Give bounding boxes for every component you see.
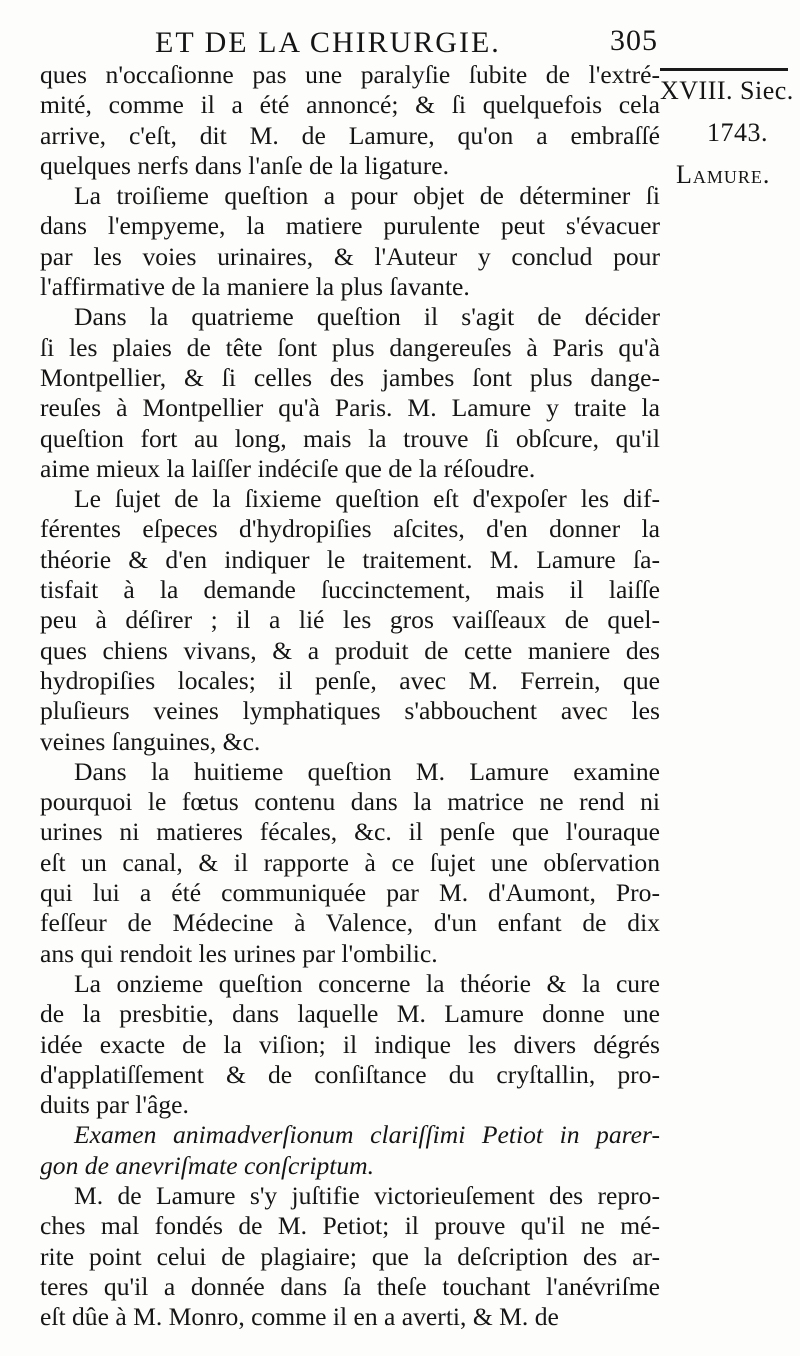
text-line: urines ni matieres fécales, &c. il penſe que l'ouraque <box>40 817 660 847</box>
text-line: tisfait à la demande ſuccinctement, mais il laiſſe <box>40 575 660 605</box>
margin-note-century: XVIII. Siec. <box>660 76 794 105</box>
text-line: Le ſujet de la ſixieme queſtion eſt d'expoſer les dif- <box>74 484 660 514</box>
text-line: duits par l'âge. <box>40 1090 189 1120</box>
running-title: ET DE LA CHIRURGIE. <box>155 26 501 59</box>
text-line: ques chiens vivans, & a produit de cette maniere des <box>40 635 660 665</box>
text-line: mité, comme il a été annoncé; & ſi quelquefois cela <box>40 90 660 120</box>
margin-rule <box>660 68 788 71</box>
text-line: pluſieurs veines lymphatiques s'abbouchent avec les <box>40 696 660 726</box>
text-line: teres qu'il a donnée dans ſa theſe touchant l'anévriſme <box>40 1271 660 1301</box>
paragraph <box>40 757 660 969</box>
text-line: Dans la quatrieme queſtion il s'agit de décider <box>74 302 660 332</box>
text-line: Examen animadverſionum clariſſimi Petiot in parer- <box>74 1120 660 1150</box>
text-line: Montpellier, & ſi celles des jambes ſont plus dange- <box>40 362 660 392</box>
text-line: qui lui a été communiquée par M. d'Aumont, Pro- <box>40 878 660 908</box>
text-line: férentes eſpeces d'hydropiſies aſcites, d'en donner la <box>40 514 660 544</box>
page-number: 305 <box>610 24 658 57</box>
text-line: reuſes à Montpellier qu'à Paris. M. Lamure y traite la <box>40 393 660 423</box>
body-text <box>40 60 660 1332</box>
text-line: quelques nerfs dans l'anſe de la ligature. <box>40 150 449 180</box>
paragraph <box>40 1181 660 1332</box>
italic-heading <box>40 1120 660 1181</box>
text-line: eſt dûe à M. Monro, comme il en a averti, & M. de <box>40 1302 559 1332</box>
margin-note-year: 1743. <box>707 118 768 147</box>
text-line: Dans la huitieme queſtion M. Lamure examine <box>74 756 660 786</box>
paragraph <box>40 181 660 302</box>
paragraph <box>40 302 660 484</box>
text-line: gon de anevriſmate conſcriptum. <box>40 1150 375 1180</box>
text-line: ſi les plaies de tête ſont plus dangereuſes à Paris qu'à <box>40 332 660 362</box>
margin-note-author: Lamure. <box>676 160 771 189</box>
text-line: théorie & d'en indiquer le traitement. M. Lamure ſa- <box>40 544 660 574</box>
paragraph <box>40 60 660 181</box>
text-line: queſtion fort au long, mais la trouve ſi obſcure, qu'il <box>40 423 660 453</box>
text-line: La onzieme queſtion concerne la théorie & la cure <box>74 968 660 998</box>
text-line: eſt un canal, & il rapporte à ce ſujet une obſervation <box>40 847 660 877</box>
text-line: veines ſanguines, &c. <box>40 726 261 756</box>
text-line: La troiſieme queſtion a pour objet de déterminer ſi <box>74 181 660 211</box>
text-line: d'applatiſſement & de conſiſtance du cryſtallin, pro- <box>40 1059 660 1089</box>
running-head <box>0 22 800 62</box>
text-line: ques n'occaſionne pas une paralyſie ſubite de l'extré- <box>40 60 660 89</box>
paragraph <box>40 969 660 1120</box>
text-line: feſſeur de Médecine à Valence, d'un enfant de dix <box>40 908 660 938</box>
text-line: aime mieux la laiſſer indéciſe que de la réſoudre. <box>40 453 536 483</box>
text-line: arrive, c'eſt, dit M. de Lamure, qu'on a embraſſé <box>40 120 660 150</box>
text-line: M. de Lamure s'y juſtifie victorieuſement des repro- <box>74 1180 660 1210</box>
text-line: idée exacte de la viſion; il indique les divers dégrés <box>40 1029 660 1059</box>
text-line: pourquoi le fœtus contenu dans la matrice ne rend ni <box>40 787 660 817</box>
text-line: dans l'empyeme, la matiere purulente peut s'évacuer <box>40 211 660 241</box>
text-line: ches mal fondés de M. Petiot; il prouve qu'il ne mé- <box>40 1211 660 1241</box>
text-line: ans qui rendoit les urines par l'ombilic. <box>40 938 438 968</box>
text-line: peu à déſirer ; il a lié les gros vaiſſeaux de quel- <box>40 605 660 635</box>
text-line: de la presbitie, dans laquelle M. Lamure donne une <box>40 999 660 1029</box>
paragraph <box>40 484 660 757</box>
text-line: rite point celui de plagiaire; que la deſcription des ar- <box>40 1241 660 1271</box>
text-line: l'affirmative de la maniere la plus ſavante. <box>40 272 470 302</box>
text-line: par les voies urinaires, & l'Auteur y conclud pour <box>40 241 660 271</box>
text-line: hydropiſies locales; il penſe, avec M. Ferrein, que <box>40 665 660 695</box>
